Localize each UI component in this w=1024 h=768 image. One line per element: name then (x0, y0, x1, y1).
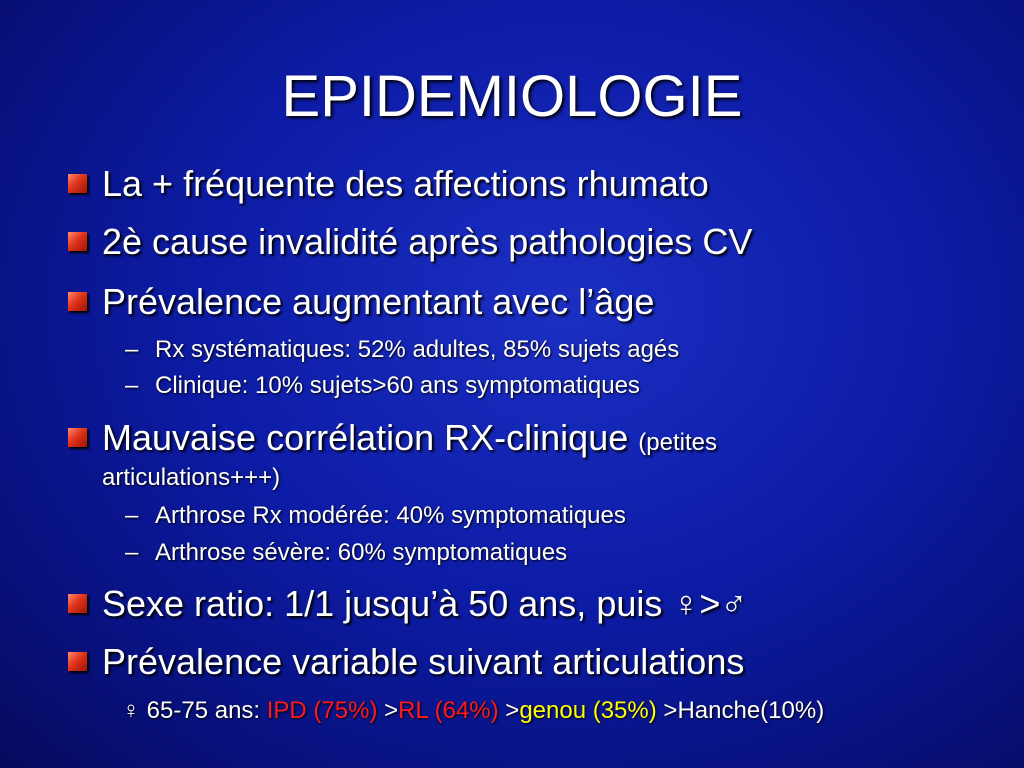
dash-bullet: – (125, 539, 139, 566)
detail-hanche: Hanche(10%) (677, 697, 825, 724)
square-bullet-icon (68, 174, 87, 193)
bullet-text: 2è cause invalidité après pathologies CV (102, 221, 753, 262)
square-bullet-icon (68, 292, 87, 311)
joint-prevalence-line (122, 696, 824, 726)
bullet-text-main: Mauvaise corrélation RX-clinique (102, 417, 629, 458)
bullet-text-small: (petites (638, 429, 717, 456)
dash-bullet: – (125, 336, 139, 363)
sub-bullet-text: Clinique: 10% sujets>60 ans symptomatiques (155, 372, 640, 399)
bullet-text-continuation: articulations+++) (102, 464, 281, 491)
detail-genou: genou (35%) (519, 697, 657, 724)
sub-bullet-text: Rx systématiques: 52% adultes, 85% sujets agés (155, 336, 680, 363)
square-bullet-icon (68, 594, 87, 613)
detail-gt: > (377, 697, 399, 724)
square-bullet-icon (68, 428, 87, 447)
bullet-text: La + fréquente des affections rhumato (102, 163, 709, 204)
dash-bullet: – (125, 372, 139, 399)
detail-gt: > (656, 697, 678, 724)
sub-bullet-text: Arthrose Rx modérée: 40% symptomatiques (155, 502, 626, 529)
detail-prefix: ♀ 65-75 ans: (122, 697, 267, 724)
slide-title: EPIDEMIOLOGIE (281, 64, 743, 129)
square-bullet-icon (68, 232, 87, 251)
dash-bullet: – (125, 502, 139, 529)
bullet-text: Prévalence augmentant avec l’âge (102, 281, 655, 322)
detail-ipd: IPD (75%) (266, 697, 378, 724)
bullet-text: Prévalence variable suivant articulations (102, 641, 745, 682)
detail-gt: > (498, 697, 520, 724)
bullet-text (102, 416, 717, 465)
bullet-text: Sexe ratio: 1/1 jusqu’à 50 ans, puis ♀>♂ (102, 583, 748, 624)
sub-bullet-text: Arthrose sévère: 60% symptomatiques (155, 539, 568, 566)
square-bullet-icon (68, 652, 87, 671)
detail-rl: RL (64%) (398, 697, 499, 724)
